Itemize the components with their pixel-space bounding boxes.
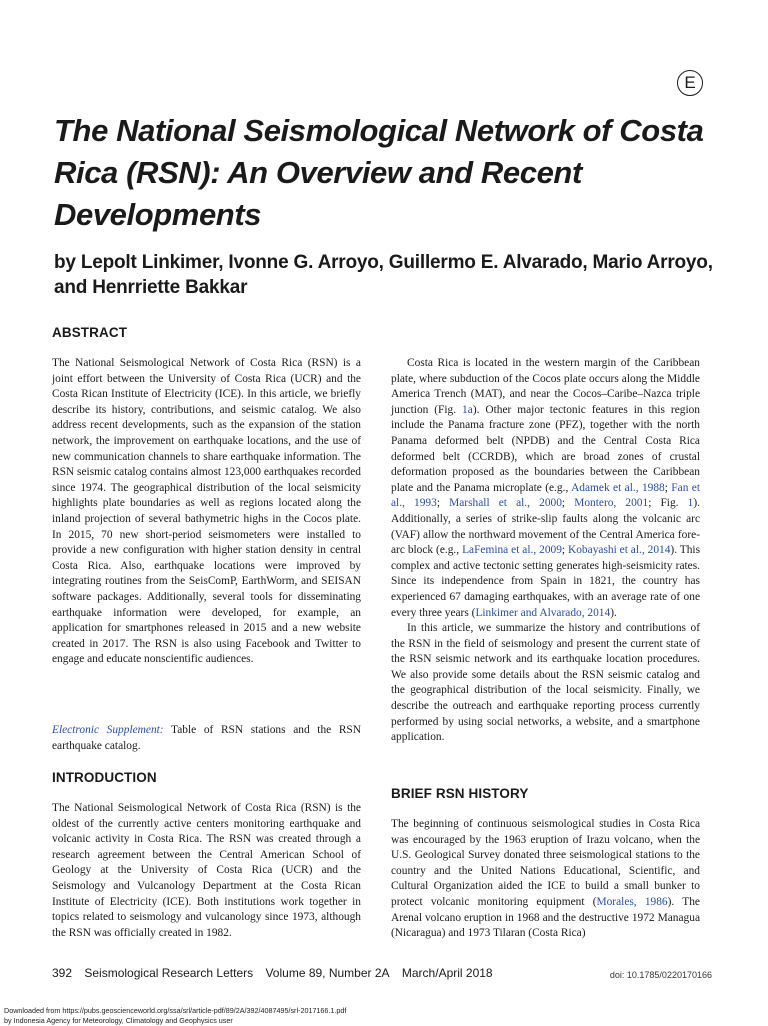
article-title: The National Seismological Network of Costa Rica (RSN): An Overview and Recent Developments [54, 113, 704, 232]
ref-adamek-1988[interactable]: Adamek et al., 1988 [571, 481, 665, 494]
ref-fan-1993[interactable]: Fan et al., 1993 [391, 481, 700, 510]
ref-fig-1[interactable]: 1 [687, 497, 694, 510]
introduction-text: The National Seismological Network of Costa Rica (RSN) is the oldest of the currently active centers monitoring earthquake and volcanic activity in Costa Rica. The RSN was created through a research agreement between the Central American School of Geology at the University of Costa Rica (UCR) and the Seismology and Vulcanology Department at the Costa Rican Institute of Electricity (ICE). Both institutions work together in topics related to seismology and vulcanology since 1973, although the RSN was officially created in 1982. [52, 802, 361, 939]
history-body [391, 817, 700, 942]
issue-date: March/April 2018 [401, 966, 493, 980]
tectonic-paragraph: Costa Rica is located in the western margin of the Caribbean plate, where subduction of the Cocos plate occurs along the Middle America Trench (MAT), and near the Cocos–Caribe–Nazca triple junction (Fig. 1a). Other major tectonic features in this region include the Panama fracture zone (PFZ), together with the north Panama deformed belt (NPDB) and the Central Costa Rica deformed belt (CCRDB), which are broad zones of crustal deformation proposed as the boundaries between the Caribbean plate and the Panama microplate (e.g., Adamek et al., 1988; Fan et al., 1993; Marshall et al., 2000; Montero, 2001; Fig. 1). Additionally, a series of strike-slip faults along the volcanic arc (VAF) allow the northward movement of the Central America fore-arc block (e.g., LaFemina et al., 2009; Kobayashi et al., 2014). This complex and active tectonic setting generates high-seismicity rates. Since its independence from Spain in 1821, the country has experienced 67 damaging earthquakes, with an average rate of one every three years (Linkimer and Alvarado, 2014). [391, 357, 701, 619]
supplement-link[interactable]: Electronic Supplement: [52, 724, 164, 736]
doi: doi: 10.1785/0220170166 [609, 970, 712, 980]
ref-kobayashi-2014[interactable]: Kobayashi et al., 2014 [568, 544, 671, 557]
introduction-heading: INTRODUCTION [52, 770, 157, 785]
summary-paragraph: In this article, we summarize the history and contributions of the RSN in the field of seismology and present the current state of the RSN seismic network and its earthquake location procedures. We also provide some details about the RSN seismic catalog and the geographical distribution of the local seismicity. Finally, we describe the outreach and earthquake reporting process currently performed by using social networks, a website, and a smartphone application. [391, 622, 700, 744]
download-user: by Indonesia Agency for Meteorology, Climatology and Geophysics user [4, 1016, 233, 1025]
page-number: 392 [52, 966, 73, 980]
electronic-supplement-badge: E [677, 70, 703, 96]
ref-linkimer-2014[interactable]: Linkimer and Alvarado, 2014 [475, 606, 611, 619]
introduction-body [52, 801, 361, 941]
supplement-text: Table of RSN stations and the RSN earthquake catalog. [52, 724, 361, 752]
introduction-section [52, 769, 361, 787]
history-section [391, 785, 700, 803]
abstract-heading: ABSTRACT [52, 325, 128, 340]
download-notice [4, 1006, 644, 1026]
ref-fig-1a[interactable]: 1a [462, 403, 473, 416]
author-list: by Lepolt Linkimer, Ivonne G. Arroyo, Guillermo E. Alvarado, Mario Arroyo, and Henrriette Bakkar [54, 252, 713, 298]
volume-info: Volume 89, Number 2A [265, 966, 390, 980]
abstract-body [52, 356, 361, 668]
ref-montero-2001[interactable]: Montero, 2001 [574, 497, 649, 510]
intro-continued [391, 356, 700, 746]
history-heading: BRIEF RSN HISTORY [391, 786, 529, 801]
abstract-section [52, 324, 361, 342]
ref-marshall-2000[interactable]: Marshall et al., 2000 [449, 497, 562, 510]
abstract-text: The National Seismological Network of Costa Rica (RSN) is a joint effort between the University of Costa Rica (UCR) and the Costa Rican Institute of Electricity (ICE). In this article, we briefly describe its history, contributions, and seismic catalog. We also address recent developments, such as the expansion of the station network, the improvement on earthquake locations, and the use of new communication channels to share earthquake information. The RSN seismic catalog contains almost 123,000 earthquakes recorded since 1974. The geographical distribution of the local seismicity highlights plate boundaries as well as regions located along the inland projection of several bathymetric highs in the Cocos plate. In 2015, 70 new short-period seismometers were installed to provide a new configuration with higher station density in central Costa Rica. Also, earthquake locations were improved by integrating routines from the SeisComP, EarthWorm, and SEISAN software packages. Additionally, several tools for disseminating earthquake information were developed, for example, an application for smartphones released in 2015 and a new website created in 2017. The RSN is also using Facebook and Twitter to engage and educate nonscientific audiences. [52, 357, 361, 666]
history-text: The beginning of continuous seismological studies in Costa Rica was encouraged by the 1963 eruption of Irazu volcano, when the U.S. Geological Survey donated three seismological stations to the country and the United Nations Educational, Scientific, and Cultural Organization aided the ICE to build a small bunker to protect volcanic monitoring equipment (Morales, 1986). The Arenal volcano eruption in 1968 and the destructive 1972 Managua (Nicaragua) and 1973 Tilaran (Costa Rica) [391, 818, 700, 940]
journal-name: Seismological Research Letters [84, 966, 254, 980]
download-url: Downloaded from https://pubs.geoscienceworld.org/ssa/srl/article-pdf/89/2A/392/4087495/srl-2017166.1.pdf [4, 1006, 347, 1015]
ref-morales-1986[interactable]: Morales, 1986 [596, 895, 668, 908]
supplement-note [52, 723, 361, 754]
ref-lafemina-2009[interactable]: LaFemina et al., 2009 [462, 544, 562, 557]
